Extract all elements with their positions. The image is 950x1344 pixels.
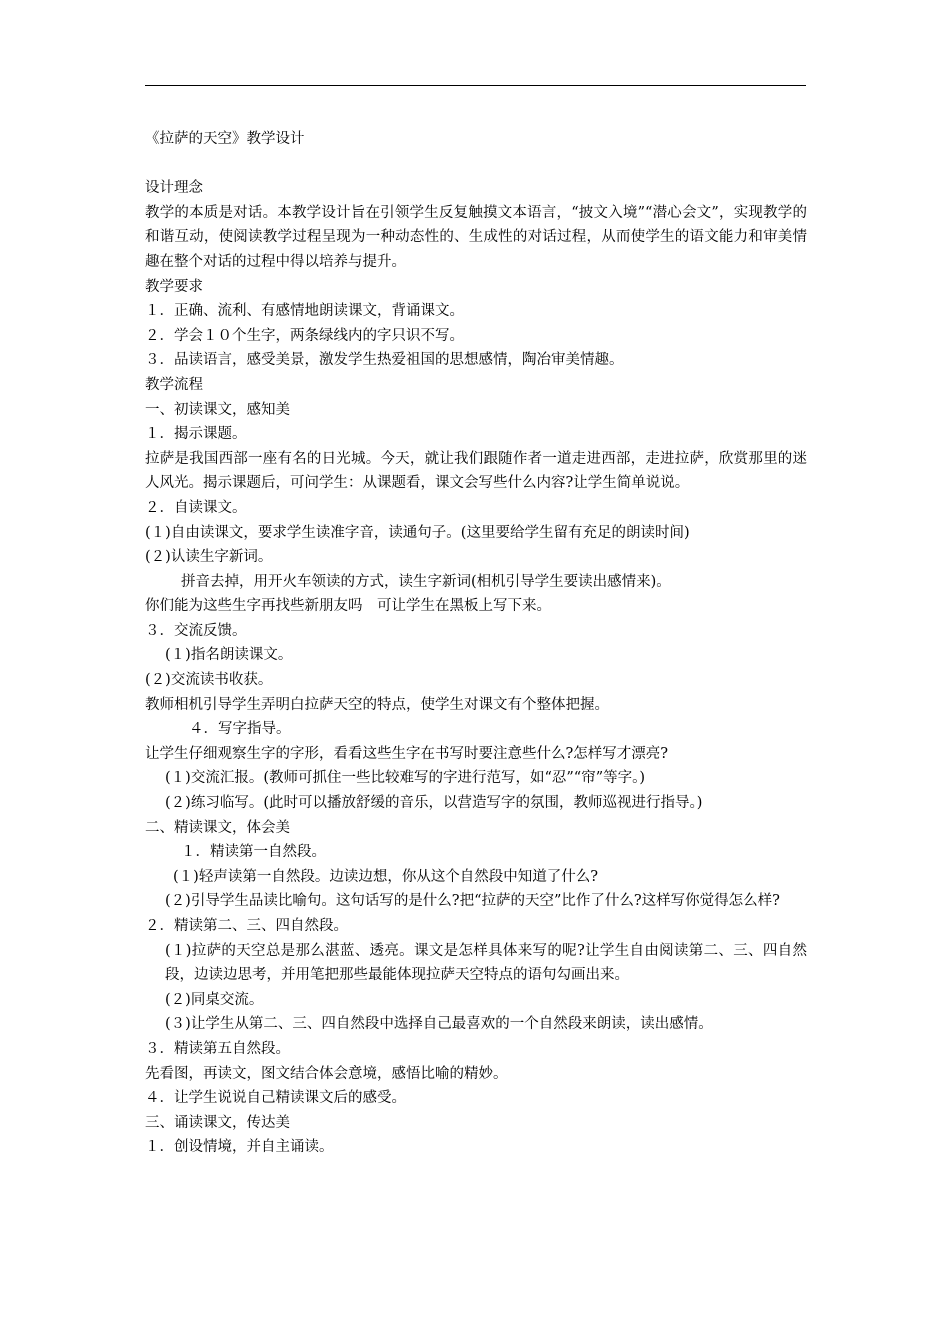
document-title: 《拉萨的天空》教学设计 [145,131,305,147]
part1-step3-b: (２)交流读书收获。 [145,672,273,689]
part2-step2-c: (３)让学生从第二、三、四自然段中选择自己最喜欢的一个自然段来朗读，读出感情。 [165,1016,713,1033]
part1-step2-b-detail: 拼音去掉，用开火车领读的方式，读生字新词(相机引导学生要读出感情来)。 [181,573,671,590]
part1-step3-body: 教师相机引导学生弄明白拉萨天空的特点，使学生对课文有个整体把握。 [145,696,609,713]
requirement-item: １．正确、流利、有感情地朗读课文，背诵课文。 [145,303,464,320]
part2-step2-b: (２)同桌交流。 [165,991,264,1008]
part1-step4-b: (２)练习临写。(此时可以播放舒缓的音乐，以营造写字的氛围，教师巡视进行指导。) [165,795,703,812]
part1-step2-a: (１)自由读课文，要求学生读准字音，读通句子。(这里要给学生留有充足的朗读时间) [145,524,690,541]
process-heading: 教学流程 [145,376,203,393]
part2-step1: １．精读第一自然段。 [181,844,326,861]
part1-step3: ３．交流反馈。 [145,622,247,639]
header-rule [145,85,806,86]
part1-step4-a: (１)交流汇报。(教师可抓住一些比较难写的字进行范写，如“忍”“帘”等字。) [165,770,646,787]
part2-step1-a: (１)轻声读第一自然段。边读边想，你从这个自然段中知道了什么? [173,868,599,885]
part2-step2-a: (１)拉萨的天空总是那么湛蓝、透亮。课文是怎样具体来写的呢?让学生自由阅读第二、三、四自然段，边读边思考，并用笔把那些最能体现拉萨天空特点的语句勾画出来。 [165,942,807,984]
document-body [145,127,807,1160]
requirements-heading: 教学要求 [145,278,203,295]
part1-step2-b-extra: 你们能为这些生字再找些新朋友吗 可让学生在黑板上写下来。 [145,598,551,615]
part2-step1-b: (２)引导学生品读比喻句。这句话写的是什么?把“拉萨的天空”比作了什么?这样写你觉得怎么样? [165,893,780,910]
design-concept-body: 教学的本质是对话。本教学设计旨在引领学生反复触摸文本语言，“披文入境”“潜心会文”，实现教学的和谐互动，使阅读教学过程呈现为一种动态性的、生成性的对话过程，从而使学生的语文能力和审美情趣在整个对话的过程中得以培养与提升。 [145,204,807,270]
part1-heading: 一、初读课文，感知美 [145,401,290,418]
part2-step3: ３．精读第五自然段。 [145,1040,290,1057]
part1-step3-a: (１)指名朗读课文。 [165,647,293,664]
part1-step1-body: 拉萨是我国西部一座有名的日光城。今天，就让我们跟随作者一道走进西部，走进拉萨，欣赏那里的迷人风光。揭示课题后，可问学生：从课题看，课文会写些什么内容?让学生简单说说。 [145,450,807,492]
part2-step3-body: 先看图，再读文，图文结合体会意境，感悟比喻的精妙。 [145,1065,508,1082]
part2-heading: 二、精读课文，体会美 [145,819,290,836]
part1-step1: １．揭示课题。 [145,426,247,443]
part1-step2: ２．自读课文。 [145,499,247,516]
requirement-item: ３．品读语言，感受美景，激发学生热爱祖国的思想感情，陶冶审美情趣。 [145,352,624,369]
requirement-item: ２．学会１０个生字，两条绿线内的字只识不写。 [145,327,464,344]
part3-step1: １．创设情境，并自主诵读。 [145,1139,334,1156]
part2-step2: ２．精读第二、三、四自然段。 [145,918,348,934]
part1-step2-b: (２)认读生字新词。 [145,549,273,566]
part3-heading: 三、诵读课文，传达美 [145,1114,290,1131]
part2-step4: ４．让学生说说自己精读课文后的感受。 [145,1090,406,1107]
part1-step4-body: 让学生仔细观察生字的字形，看看这些生字在书写时要注意些什么?怎样写才漂亮? [145,745,669,762]
part1-step4: ４．写字指导。 [189,721,291,738]
design-concept-heading: 设计理念 [145,180,203,197]
